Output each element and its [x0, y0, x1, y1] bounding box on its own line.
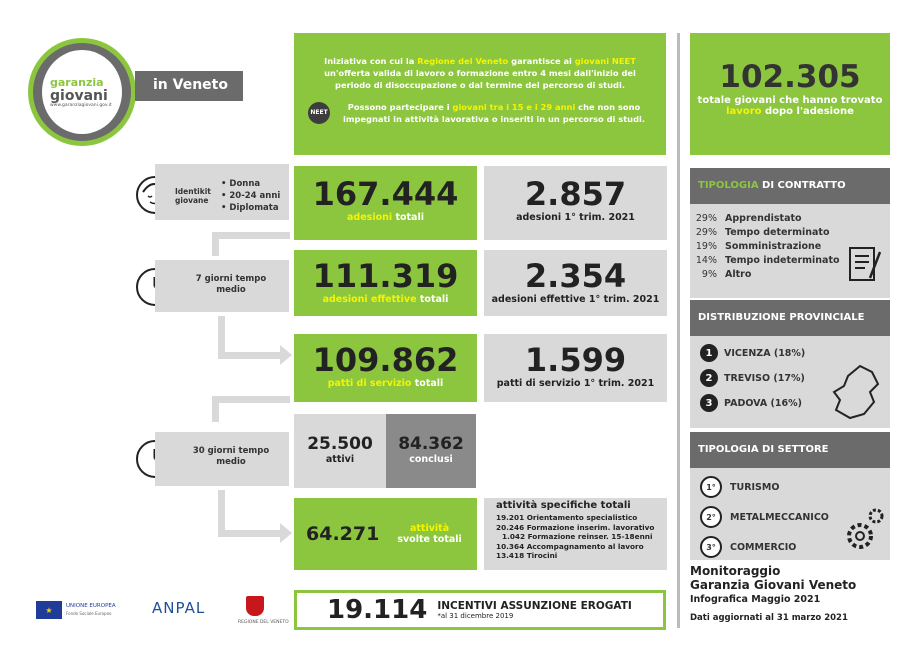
provinciale-list	[690, 336, 890, 428]
attivita-specifiche-box	[484, 498, 667, 570]
monitoraggio-block	[690, 564, 910, 623]
eu-flag-icon: ★	[36, 601, 62, 619]
tempo-medio-box-1	[155, 260, 289, 312]
provinciale-title	[690, 300, 890, 336]
total-jobs-box	[690, 33, 890, 155]
list-item	[700, 344, 890, 362]
region-tag: in Veneto	[135, 71, 243, 101]
label-highlight: attività	[409, 523, 450, 534]
settore-list	[690, 468, 890, 560]
incentivi-label: INCENTIVI ASSUNZIONE EROGATI	[437, 600, 632, 612]
logo-line2: giovani	[50, 88, 108, 104]
title-text: DI CONTRATTO	[758, 180, 846, 191]
attivita-totali-box	[294, 498, 477, 570]
total-jobs-number: 102.305	[719, 59, 861, 95]
intro-text: un'offerta valida di lavoro o formazione entro 4 mesi dall'inizio del periodo di disoccupazione o dal termine del percorso di studi.	[324, 68, 636, 90]
tempo-medio-label: 7 giorni tempo medio	[195, 274, 267, 295]
intro-paragraph-1	[308, 55, 652, 91]
list-item: 10.364 Accompagnamento al lavoro	[496, 541, 644, 551]
identikit-items	[221, 178, 280, 214]
label-text: svolte totali	[397, 534, 462, 545]
settore-title	[690, 432, 890, 468]
list-item: 13.418 Tirocini	[496, 551, 558, 560]
patti-trim-box	[484, 334, 667, 402]
column-divider	[677, 33, 680, 628]
pct: 14%	[695, 255, 717, 266]
attivita-number: 64.271	[306, 523, 380, 545]
pct: 29%	[695, 227, 717, 238]
conclusi-number: 84.362	[398, 434, 464, 454]
patti-servizio-label	[294, 378, 477, 389]
connector	[212, 232, 219, 256]
contratto-list	[690, 204, 890, 298]
logo-url: www.garanziagiovani.gov.it	[50, 103, 112, 108]
incentivi-box	[294, 590, 666, 630]
adesioni-trim-box	[484, 166, 667, 240]
identikit-box	[155, 164, 289, 220]
specifiche-list	[496, 513, 667, 561]
total-label-text: totale giovani che hanno trovato	[697, 95, 883, 106]
total-jobs-label	[690, 95, 890, 117]
label-text: totali	[416, 294, 449, 305]
monitoraggio-line1: Monitoraggio	[690, 564, 781, 578]
list-item: 20.246 Formazione inserim. lavorativo	[496, 522, 655, 532]
label: COMMERCIO	[730, 541, 797, 553]
intro-eligibility	[336, 101, 652, 125]
eu-logo-text	[66, 603, 116, 617]
identikit-item: • Donna	[221, 179, 261, 189]
label-highlight: adesioni effettive	[322, 294, 417, 305]
rank-badge: 1°	[700, 476, 722, 498]
intro-text: Possono partecipare i	[347, 102, 453, 112]
label: TREVISO (17%)	[724, 372, 805, 384]
connector	[218, 530, 280, 537]
anpal-logo: ANPAL	[152, 599, 206, 617]
monitoraggio-line3: Infografica Maggio 2021	[690, 594, 821, 605]
list-item: 1.042 Formazione reinser. 15-18enni	[502, 532, 653, 541]
conclusi-box	[386, 414, 476, 488]
list-item	[700, 476, 890, 498]
garanzia-giovani-logo	[42, 50, 122, 134]
effettive-trim-box	[484, 250, 667, 316]
label: PADOVA (16%)	[724, 397, 802, 409]
rank-badge: 3°	[700, 536, 722, 558]
total-label-text: dopo l'adesione	[761, 106, 854, 117]
intro-text: garantisce ai	[508, 56, 575, 66]
eu-logo	[36, 601, 116, 619]
rank-badge: 2°	[700, 506, 722, 528]
patti-servizio-number: 109.862	[312, 341, 459, 379]
intro-box	[294, 33, 666, 155]
eu-sub: Fondo Sociale Europeo	[66, 611, 112, 616]
title-text: DISTRIBUZIONE	[698, 312, 786, 323]
effettive-trim-label: adesioni effettive 1° trim. 2021	[491, 294, 660, 305]
incentivi-note: *al 31 dicembre 2019	[437, 612, 514, 620]
connector	[218, 352, 280, 359]
title-text: PROVINCIALE	[785, 312, 865, 323]
adesioni-trim-label: adesioni 1° trim. 2021	[516, 212, 635, 223]
label: METALMECCANICO	[730, 511, 829, 523]
label-text: totali	[392, 212, 424, 223]
list-item	[690, 212, 890, 226]
logo-line1: garanzia	[50, 76, 104, 89]
connector	[218, 232, 290, 250]
pct: 29%	[695, 213, 717, 224]
conclusi-label: conclusi	[409, 454, 453, 465]
adesioni-totali-box	[294, 166, 477, 240]
monitoraggio-line4: Dati aggiornati al 31 marzo 2021	[690, 613, 848, 623]
title-highlight: TIPOLOGIA	[698, 180, 759, 191]
neet-badge: NEET	[308, 102, 330, 124]
identikit-item: • Diplomata	[221, 203, 279, 213]
settore-panel	[690, 432, 890, 560]
label: Apprendistato	[725, 213, 802, 224]
monitoraggio-line2: Garanzia Giovani Veneto	[690, 578, 857, 592]
connector	[218, 396, 290, 403]
adesioni-totali-number: 167.444	[312, 175, 459, 213]
patti-trim-label: patti di servizio 1° trim. 2021	[496, 378, 655, 389]
rank-badge: 3	[700, 394, 718, 412]
gears-icon	[842, 504, 886, 554]
incentivi-text	[437, 600, 631, 620]
list-item: 19.201 Orientamento specialistico	[496, 513, 638, 522]
arrow-right-icon	[280, 345, 292, 365]
provinciale-panel	[690, 300, 890, 428]
specifiche-title: attività specifiche totali	[496, 500, 631, 511]
intro-highlight: giovani NEET	[574, 56, 636, 66]
label-highlight: patti di servizio	[327, 378, 412, 389]
label-text: totali	[411, 378, 444, 389]
pct: 19%	[695, 241, 717, 252]
regione-veneto-crest-icon	[246, 596, 264, 616]
total-label-highlight: lavoro	[726, 106, 762, 117]
adesioni-totali-label	[294, 212, 477, 223]
label-highlight: adesioni	[347, 212, 393, 223]
title-text: TIPOLOGIA	[698, 444, 759, 455]
arrow-right-icon	[280, 523, 292, 543]
patti-trim-number: 1.599	[524, 341, 627, 379]
eu-label: UNIONE EUROPEA	[66, 603, 116, 609]
intro-text: che non sono impegnati in attività lavorativa o inseriti in un percorso di studi.	[342, 102, 646, 124]
intro-highlight: giovani tra i 15 e i 29 anni	[452, 102, 576, 112]
contract-document-icon	[846, 244, 884, 286]
rank-badge: 2	[700, 369, 718, 387]
label: Somministrazione	[725, 241, 822, 252]
patti-servizio-box	[294, 334, 477, 402]
incentivi-number: 19.114	[327, 595, 428, 625]
label: Altro	[725, 269, 752, 280]
tempo-medio-box-2	[155, 432, 289, 486]
intro-text: Iniziativa con cui la	[324, 56, 418, 66]
list-item	[690, 226, 890, 240]
regione-veneto-label: REGIONE DEL VENETO	[238, 620, 289, 625]
identikit-label: Identikit giovane	[175, 187, 211, 205]
pct: 9%	[701, 269, 717, 280]
attivi-number: 25.500	[307, 434, 373, 454]
rank-badge: 1	[700, 344, 718, 362]
connector	[212, 396, 219, 422]
attivi-label: attivi	[325, 454, 355, 465]
adesioni-effettive-box	[294, 250, 477, 316]
contratto-title	[690, 168, 890, 204]
label: TURISMO	[730, 481, 780, 493]
effettive-trim-number: 2.354	[524, 257, 627, 295]
attivi-box	[294, 414, 386, 488]
label: VICENZA (18%)	[724, 347, 806, 359]
attivita-label	[397, 523, 461, 545]
title-text: DI SETTORE	[758, 444, 829, 455]
contratto-panel	[690, 168, 890, 298]
tempo-medio-label: 30 giorni tempo medio	[192, 446, 270, 467]
adesioni-effettive-label	[294, 294, 477, 305]
adesioni-trim-number: 2.857	[524, 175, 627, 213]
intro-paragraph-2	[308, 101, 652, 125]
intro-highlight: Regione del Veneto	[417, 56, 509, 66]
label: Tempo determinato	[725, 227, 830, 238]
adesioni-effettive-number: 111.319	[312, 257, 459, 295]
identikit-item: • 20-24 anni	[221, 191, 281, 201]
label: Tempo indeterminato	[725, 255, 840, 266]
veneto-map-icon	[830, 362, 882, 422]
